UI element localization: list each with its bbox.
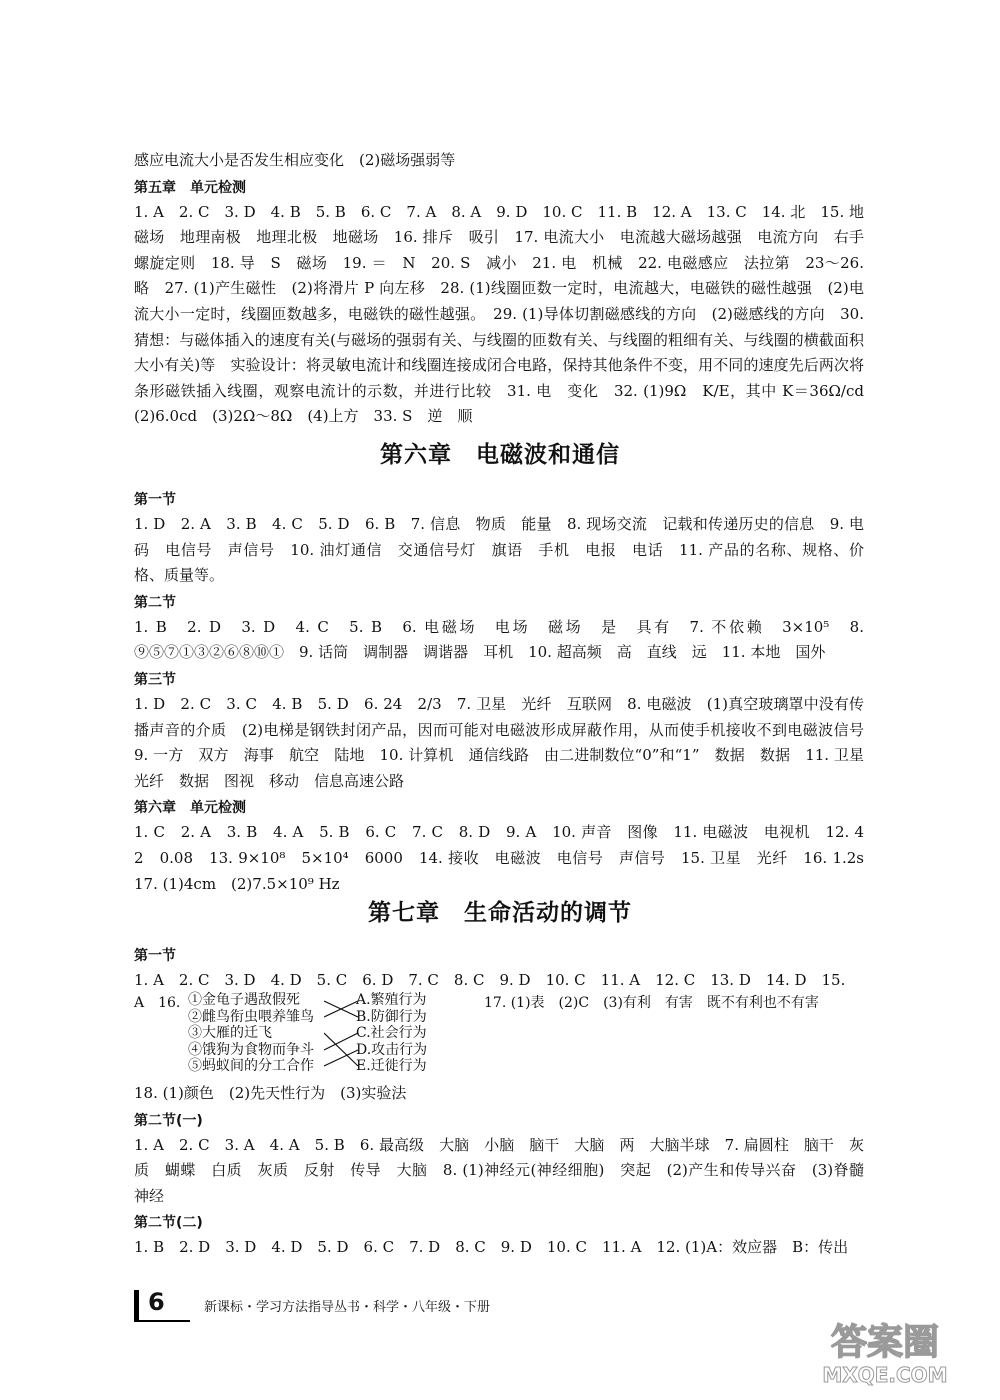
chapter7-section2-block bbox=[134, 1081, 880, 1261]
matching-question bbox=[134, 992, 864, 1077]
list-item: ④饿狗为食物而争斗 bbox=[188, 1041, 314, 1058]
answers-paragraph: 1. A 2. C 3. A 4. A 5. B 6. 最高级 大脑 小脑 脑干 大脑 两 大脑半球 7. 扁圆柱 脑干 灰质 蝴蝶 白质 灰质 反射 传导 大脑 8. (1)神经元(神经细胞) 突起 (2)产生和传导兴奋 (3)脊髓 神经 bbox=[134, 1135, 880, 1205]
page-number: 6 bbox=[148, 1288, 165, 1316]
answers-paragraph: 1. B 2. D 3. D 4. D 5. D 6. C 7. D 8. C 9. D 10. C 11. A 12. (1)A：效应器 B：传出 bbox=[134, 1238, 849, 1257]
list-item: ②雌鸟衔虫喂养雏鸟 bbox=[188, 1008, 314, 1025]
section-label: 第二节 bbox=[134, 594, 176, 611]
section-label: 第一节 bbox=[134, 492, 176, 508]
answers-paragraph: 1. A 2. C 3. D 4. D 5. C 6. D 7. C 8. C 9. D 10. C 11. A 12. C 13. D 14. D 15. bbox=[134, 971, 846, 989]
page-footer bbox=[134, 1286, 734, 1326]
continuation-line: 感应电流大小是否发生相应变化 (2)磁场强弱等 bbox=[134, 151, 456, 169]
answers-paragraph: 1. A 2. C 3. D 4. B 5. B 6. C 7. A 8. A 9. D 10. C 11. B 12. A 13. C 14. 北 15. 地磁场 地理南极 地理北极 地磁场 16. 排斥 吸引 17. 电流大小 电流越大磁场越强 电流方向 右手螺旋定则 18. 导 S 磁场 19. ＝ N 20. S 减小 21. 电 机械 22. 电磁感应 法拉第 23～26. 略 27. (1)产生磁性 (2)将滑片 P 向左移 28. (1)线圈匝数一定时，电流越大，电磁铁的磁性越强 (2)电流大小一定时，线圈匝数越多，电磁铁的磁性越强。 29. (1)导体切割磁感线的方向 (2)磁感线的方向 30. 猜想：与磁体插入的速度有关(与磁场的强弱有关、与线圈的匝数有关、与线圈的粗细有关、与线圈的横截面积大小有关)等 实验设计：将灵敏电流计和线圈连接成闭合电路，保持其他条件不变，用不同的速度先后两次将条形磁铁插入线圈，观察电流计的示数，并进行比较 31. 电 变化 32. (1)9Ω K/E，其中 K＝36Ω/cd (2)6.0cd (3)2Ω～8Ω (4)上方 33. S 逆 顺 bbox=[134, 202, 880, 426]
section-label: 第一节 bbox=[134, 948, 176, 964]
answers-paragraph: 18. (1)颜色 (2)先天性行为 (3)实验法 bbox=[134, 1084, 407, 1102]
behavior-types-list bbox=[356, 992, 427, 1075]
answers-paragraph: 1. D 2. A 3. B 4. C 5. D 6. B 7. 信息 物质 能量 8. 现场交流 记载和传递历史的信息 9. 电码 电信号 声信号 10. 油灯通信 交通信号灯 旗语 手机 电报 电话 11. 产品的名称、规格、价格、质量等。 bbox=[134, 515, 864, 585]
question-17: 17. (1)表 (2)C (3)有利 有害 既不有利也不有害 bbox=[484, 995, 819, 1011]
match-line bbox=[324, 1050, 358, 1066]
answers-paragraph: 1. C 2. A 3. B 4. A 5. B 6. C 7. C 8. D 9. A 10. 声音 图像 11. 电磁波 电视机 12. 4 2 0.08 13. 9×10⁸ 5×10⁴ 6000 14. 接收 电磁波 电信号 声信号 15. 卫星 光纤 16. 1.2s 17. (1)4cm (2)7.5×10⁹ Hz bbox=[134, 823, 880, 893]
footer-rule bbox=[134, 1320, 190, 1322]
chapter7-section1-block bbox=[134, 942, 864, 994]
section-label: 第二节(二) bbox=[134, 1215, 203, 1232]
match-line bbox=[324, 1033, 358, 1050]
matching-lines bbox=[324, 992, 360, 1076]
watermark-big-text: 答案圈 bbox=[830, 1322, 940, 1363]
section-label: 第二节(一) bbox=[134, 1112, 203, 1129]
list-item: E.迁徙行为 bbox=[356, 1058, 427, 1074]
match-line bbox=[324, 1033, 358, 1066]
chapter-title: 第七章 生命活动的调节 bbox=[368, 900, 632, 926]
list-item: ③大雁的迁飞 bbox=[188, 1025, 272, 1041]
footer-bar bbox=[134, 1290, 139, 1320]
book-series-title: 新课标・学习方法指导丛书・科学・八年级・下册 bbox=[204, 1300, 491, 1315]
watermark-url-text: MXQE.COM bbox=[822, 1363, 948, 1387]
chapter6-block bbox=[134, 486, 880, 897]
behavior-examples-list bbox=[188, 992, 314, 1075]
watermark-logo bbox=[800, 1310, 970, 1390]
section-label: 第六章 单元检测 bbox=[134, 800, 246, 817]
section-label: 第五章 单元检测 bbox=[134, 179, 246, 196]
answers-paragraph: 1. D 2. C 3. C 4. B 5. D 6. 24 2/3 7. 卫星 光纤 互联网 8. 电磁波 (1)真空玻璃罩中没有传播声音的介质 (2)电梯是钢铁封闭产品，因而可能对电磁波形成屏蔽作用，从而使手机接收不到电磁波信号 9. 一方 双方 海事 航空 陆地 10. 计算机 通信线路 由二进制数位“0”和“1” 数据 数据 11. 卫星 光纤 数据 图视 移动 信息高速公路 bbox=[134, 694, 880, 790]
chapter-title: 第六章 电磁波和通信 bbox=[380, 442, 620, 468]
list-item: C.社会行为 bbox=[356, 1025, 427, 1041]
section-label: 第三节 bbox=[134, 671, 176, 688]
list-item: ①金龟子遇敌假死 bbox=[188, 992, 300, 1008]
answers-paragraph: 1. B 2. D 3. D 4. C 5. B 6. 电磁场 电场 磁场 是 具有 7. 不依赖 3×10⁵ 8. ⑨⑤⑦①③②⑥⑧⑩① 9. 话筒 调制器 调谐器 耳机 10. 超高频 高 直线 远 11. 本地 国外 bbox=[134, 617, 864, 662]
chapter5-answers-block bbox=[134, 148, 880, 430]
list-item: A.繁殖行为 bbox=[356, 992, 427, 1008]
list-item: D.攻击行为 bbox=[356, 1041, 428, 1058]
question-lead: A 16. bbox=[134, 995, 181, 1011]
list-item: B.防御行为 bbox=[356, 1008, 427, 1025]
list-item: ⑤蚂蚁间的分工合作 bbox=[188, 1058, 314, 1074]
